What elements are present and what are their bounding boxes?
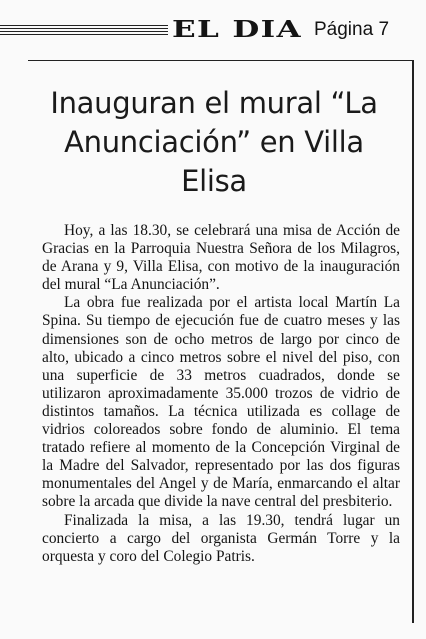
article-paragraph-1: Hoy, a las 18.30, se celebrará una misa de Acción de Gracias en la Parroquia Nuestra Señora de los Milagros, de Arana y 9, Villa Elisa, con motivo de la inauguración del mural “La Anunciación”. — [42, 222, 400, 294]
article-paragraph-3: Finalizada la misa, a las 19.30, tendrá lugar un concierto a cargo del organista Germán Torre y la orquesta y coro del Colegio Patris. — [42, 511, 400, 565]
article-body — [42, 222, 400, 566]
article-paragraph-2: La obra fue realizada por el artista local Martín La Spina. Su tiempo de ejecución fue de cuatro meses y las dimensiones son de ocho metros de largo por cinco de alto, ubicado a cinco metros sobre el nivel del piso, con una superficie de 33 metros cuadrados, donde se utilizaron aproximadamente 35.000 trozos de vidrio de distintos tamaños. La técnica utilizada es collage de vidrios coloreados sobre fondo de aluminio. El tema tratado refiere al momento de la Concepción Virginal de la Madre del Salvador, representado por las dos figuras monumentales del Angel y de María, enmarcando el altar sobre la arcada que divide la nave central del presbiterio. — [42, 294, 400, 511]
page-number-label: Página 7 — [314, 19, 390, 40]
masthead — [0, 8, 426, 48]
article-headline: Inauguran el mural “La Anunciación” en Villa Elisa — [50, 86, 378, 198]
masthead-rule-lines — [0, 25, 168, 37]
newspaper-name: EL DIA — [172, 16, 302, 43]
